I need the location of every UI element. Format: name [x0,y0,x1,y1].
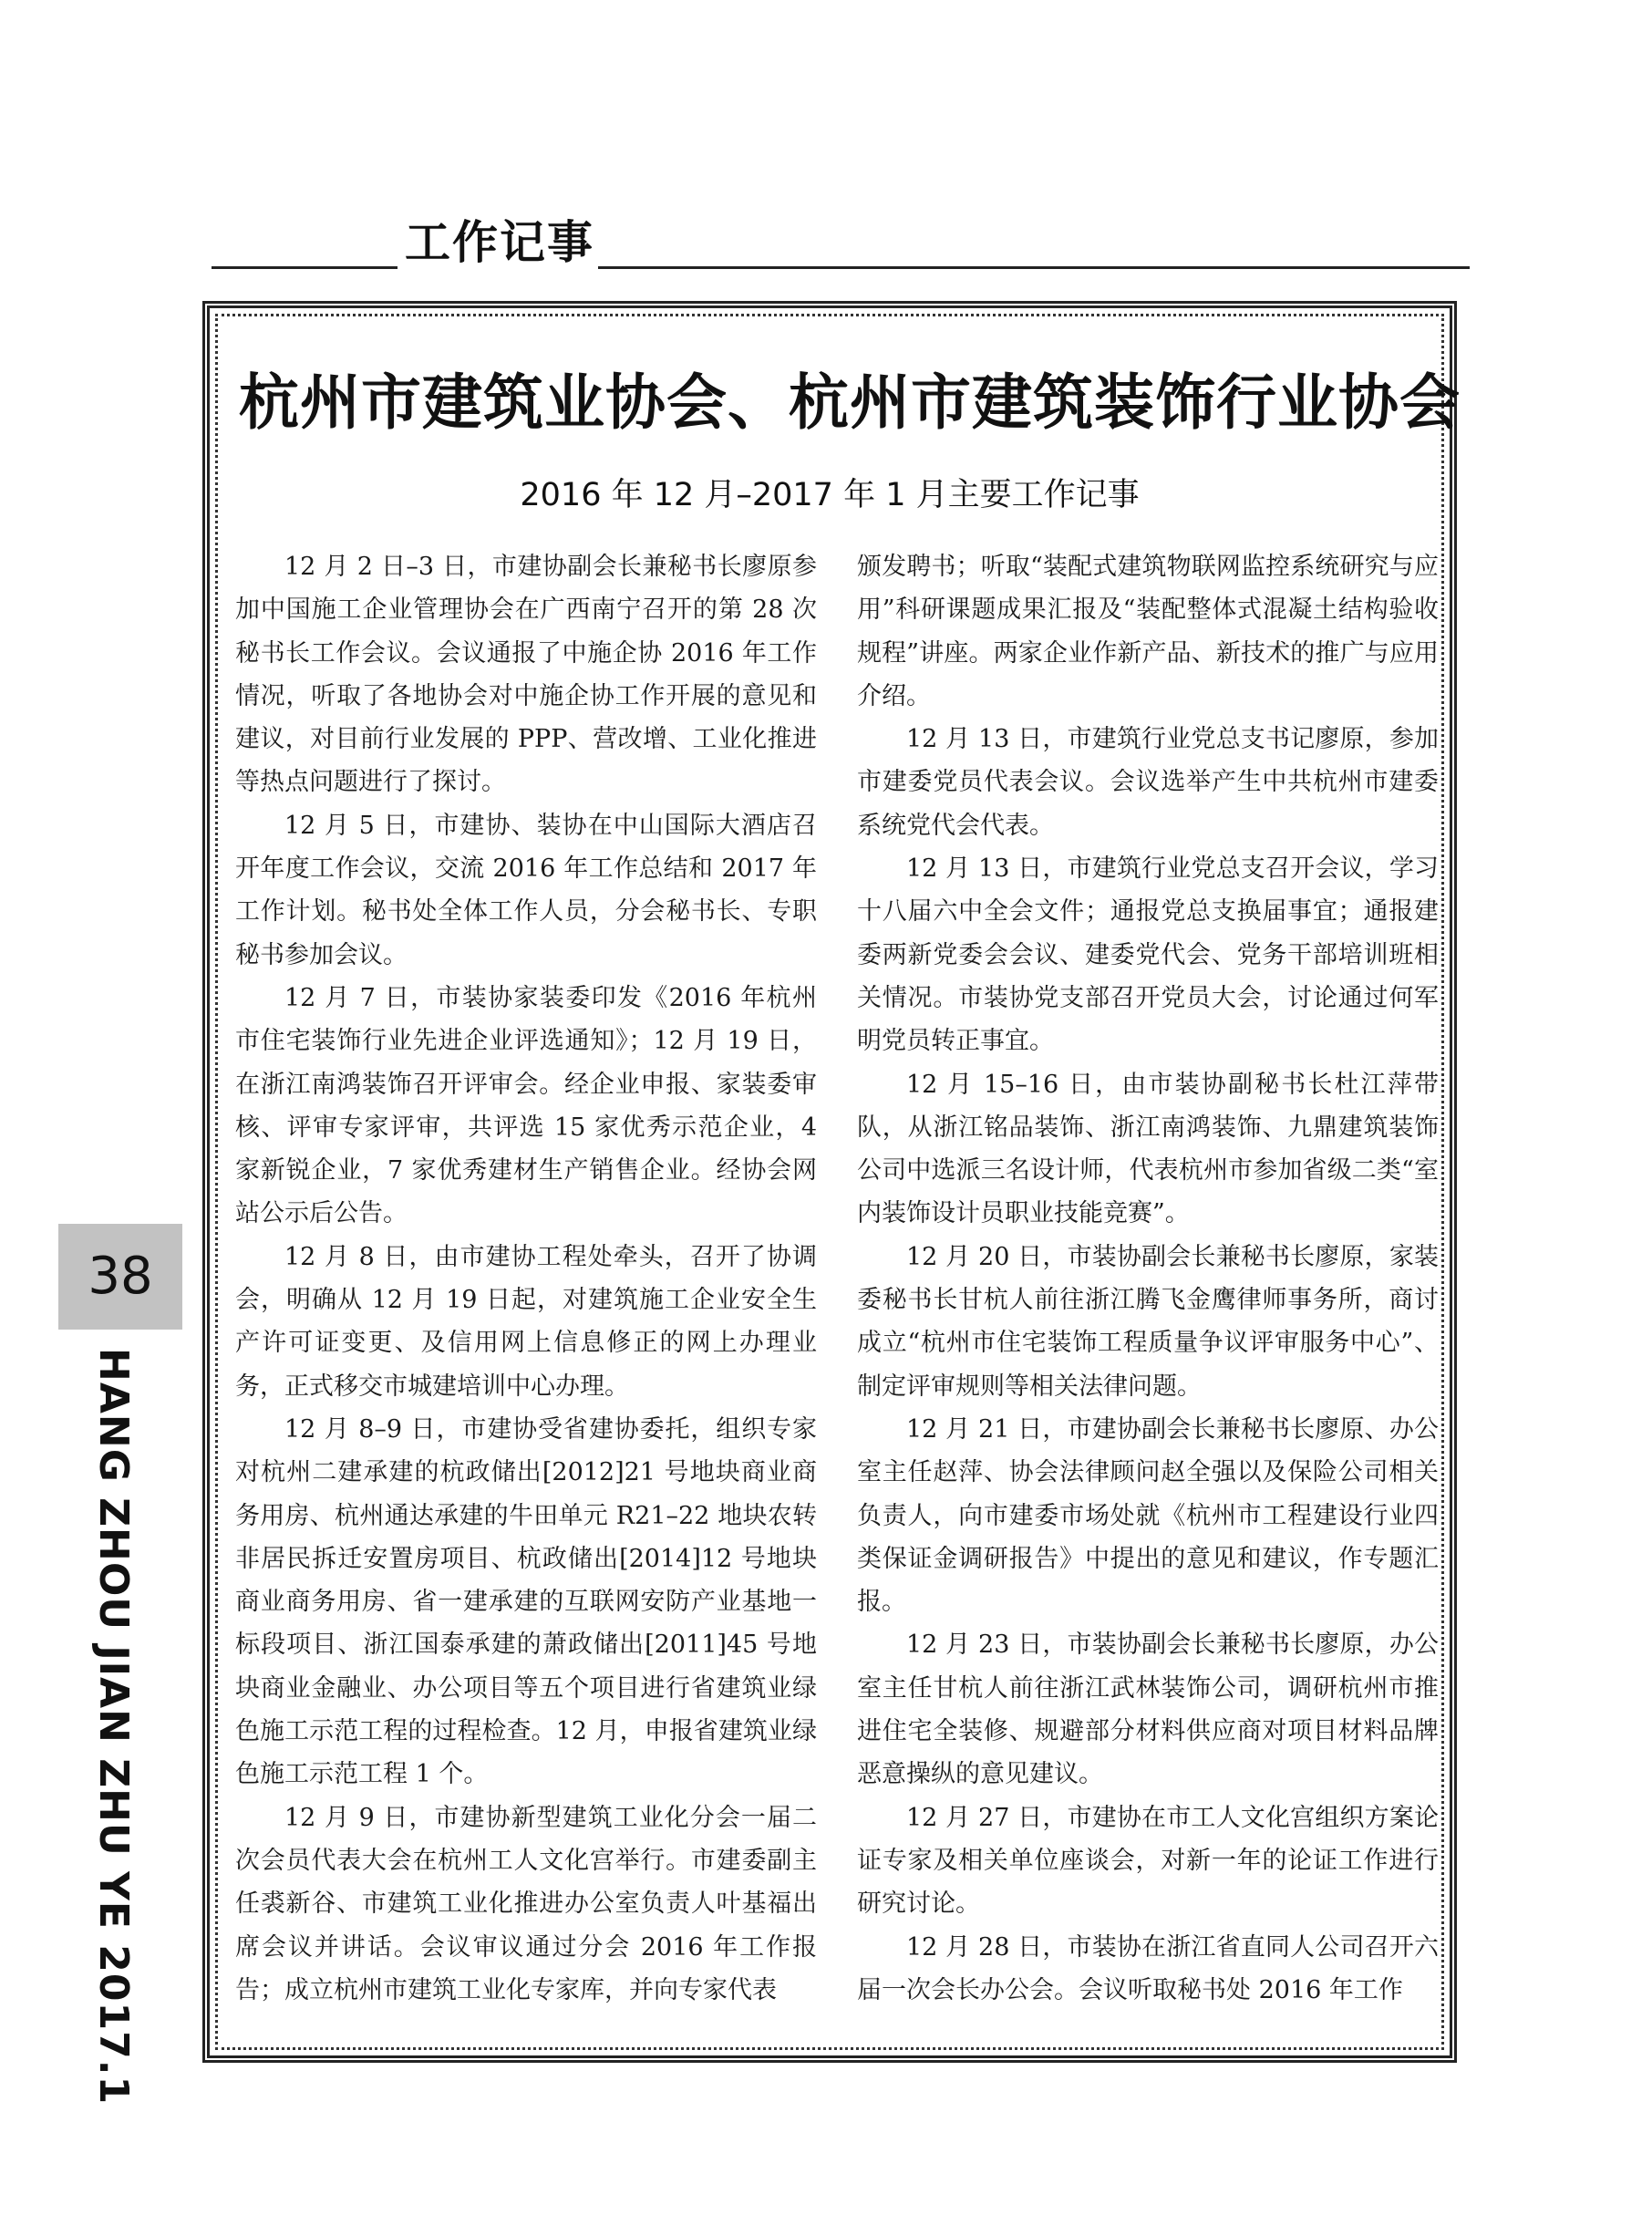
paragraph: 12 月 9 日，市建协新型建筑工业化分会一届二次会员代表大会在杭州工人文化宫举行。市建委副主任裘新谷、市建筑工业化推进办公室负责人叶基福出席会议并讲话。会议审议通过分会 2016 年工作报告；成立杭州市建筑工业化专家库，并向专家代表 [235,1803,817,2004]
paragraph: 12 月 23 日，市装协副会长兼秘书长廖原，办公室主任甘杭人前往浙江武林装饰公司，调研杭州市推进住宅全装修、规避部分材料供应商对项目材料品牌恶意操纵的意见建议。 [857,1631,1439,1789]
paragraph: 12 月 2 日–3 日，市建协副会长兼秘书长廖原参加中国施工企业管理协会在广西南宁召开的第 28 次秘书长工作会议。会议通报了中施企协 2016 年工作情况，听取了各地协会对中施企协工作开展的意见和建议，对目前行业发展的 PPP、营改增、工业化推进等热点问题进行了探讨。 [235,553,817,797]
section-header [212,215,1470,270]
paragraph: 12 月 28 日，市装协在浙江省直同人公司召开六届一次会长办公会。会议听取秘书处 2016 年工作 [857,1932,1439,2004]
article-subtitle: 2016 年 12 月–2017 年 1 月主要工作记事 [520,477,1140,513]
paragraph: 12 月 13 日，市建筑行业党总支书记廖原，参加市建委党员代表会议。会议选举产生中共杭州市建委系统党代会代表。 [857,725,1439,840]
right-column [857,545,1439,2004]
paragraph: 12 月 8 日，由市建协工程处牵头，召开了协调会，明确从 12 月 19 日起，对建筑施工企业安全生产许可证变更、及信用网上信息修正的网上办理业务，正式移交市城建培训中心办理。 [235,1242,817,1401]
section-label: 工作记事 [405,216,594,269]
magazine-name-vertical: HANG ZHOU JIAN ZHU YE 2017.1 [90,1348,137,2106]
paragraph: 12 月 8–9 日，市建协受省建协委托，组织专家对杭州二建承建的杭政储出[2012]21 号地块商业商务用房、杭州通达承建的牛田单元 R21–22 地块农转非居民拆迁安置房项目、杭政储出[2014]12 号地块商业商务用房、省一建承建的互联网安防产业基地一标段项目、浙江国泰承建的萧政储出[2011]45 号地块商业金融业、办公项目等五个项目进行省建筑业绿色施工示范工程的过程检查。12 月，申报省建筑业绿色施工示范工程 1 个。 [235,1414,817,1789]
paragraph: 12 月 5 日，市建协、装协在中山国际大酒店召开年度工作会议，交流 2016 年工作总结和 2017 年工作计划。秘书处全体工作人员，分会秘书长、专职秘书参加会议。 [235,811,817,969]
paragraph: 12 月 27 日，市建协在市工人文化宫组织方案论证专家及相关单位座谈会，对新一年的论证工作进行研究讨论。 [857,1803,1439,1919]
left-column [235,545,817,2004]
article-title: 杭州市建筑业协会、杭州市建筑装饰行业协会 [239,367,1461,438]
header-rule-right [598,266,1470,269]
paragraph: 12 月 15–16 日，由市装协副秘书长杜江萍带队，从浙江铭品装饰、浙江南鸿装饰、九鼎建筑装饰公司中选派三名设计师，代表杭州市参加省级二类“室内装饰设计员职业技能竞赛”。 [857,1070,1439,1228]
page-number: 38 [88,1247,153,1306]
header-rule-left [212,266,398,269]
paragraph-continuation: 颁发聘书；听取“装配式建筑物联网监控系统研究与应用”科研课题成果汇报及“装配整体式混凝土结构验收规程”讲座。两家企业作新产品、新技术的推广与应用介绍。 [857,553,1439,710]
paragraph: 12 月 20 日，市装协副会长兼秘书长廖原，家装委秘书长甘杭人前往浙江腾飞金鹰律师事务所，商讨成立“杭州市住宅装饰工程质量争议评审服务中心”、制定评审规则等相关法律问题。 [857,1242,1439,1401]
paragraph: 12 月 21 日，市建协副会长兼秘书长廖原、办公室主任赵萍、协会法律顾问赵全强以及保险公司相关负责人，向市建委市场处就《杭州市工程建设行业四类保证金调研报告》中提出的意见和建议，作专题汇报。 [857,1414,1439,1617]
paragraph: 12 月 7 日，市装协家装委印发《2016 年杭州市住宅装饰行业先进企业评选通知》；12 月 19 日，在浙江南鸿装饰召开评审会。经企业申报、家装委审核、评审专家评审，共评选 15 家优秀示范企业，4 家新锐企业，7 家优秀建材生产销售企业。经协会网站公示后公告。 [235,983,817,1228]
paragraph: 12 月 13 日，市建筑行业党总支召开会议，学习十八届六中全会文件；通报党总支换届事宜；通报建委两新党委会会议、建委党代会、党务干部培训班相关情况。市装协党支部召开党员大会，讨论通过何军明党员转正事宜。 [857,854,1439,1056]
